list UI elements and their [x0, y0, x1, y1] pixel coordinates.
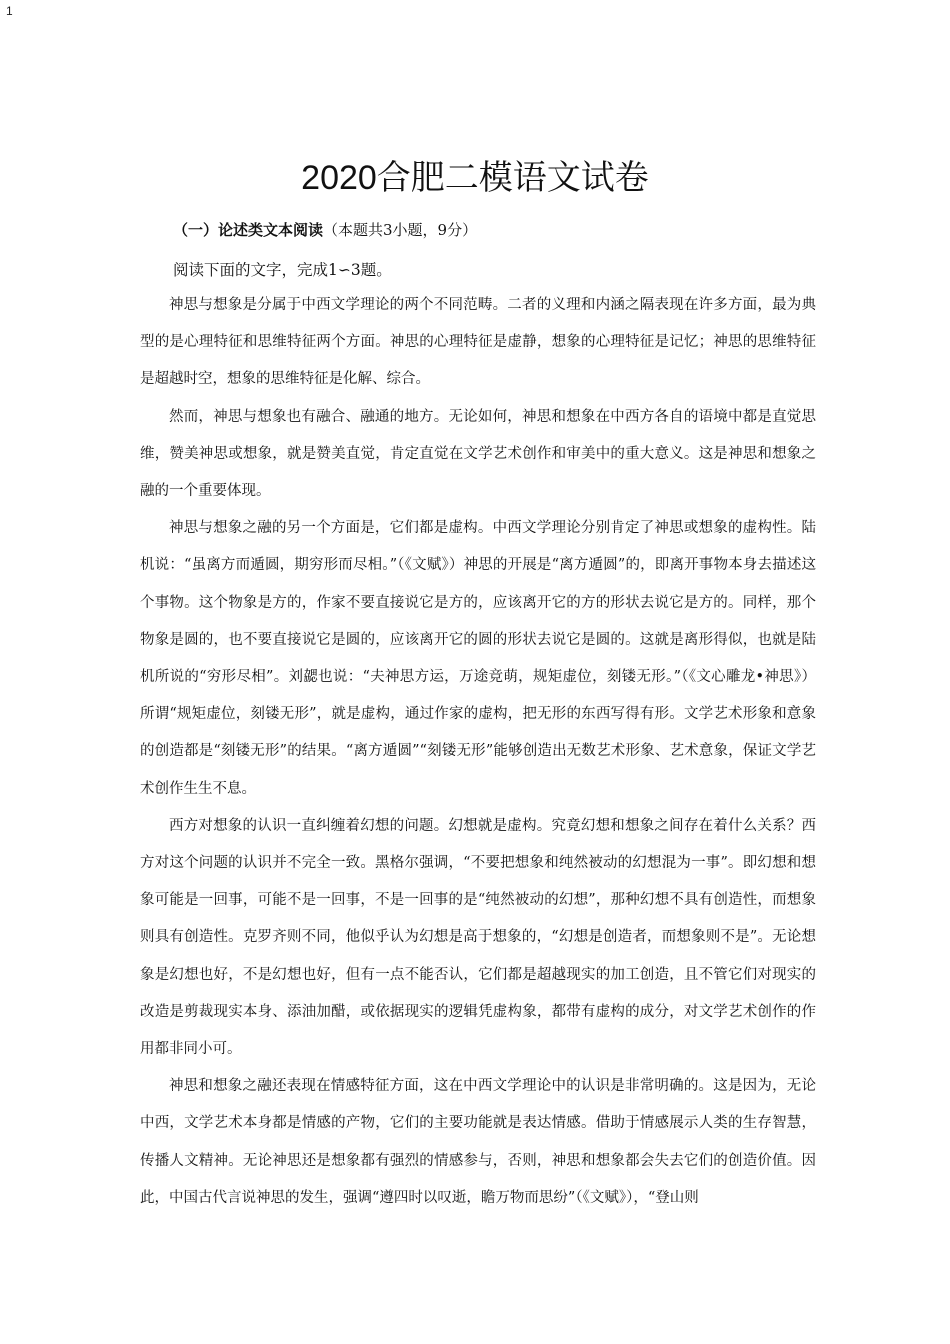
page-number: 1 [6, 4, 13, 18]
section-note: （本题共3小题，9分） [323, 221, 478, 239]
paragraph: 神思与想象之融的另一个方面是，它们都是虚构。中西文学理论分别肯定了神思或想象的虚构性。陆机说：“虽离方而遁圆，期穷形而尽相。”（《文赋》）神思的开展是“离方遁圆”的，即离开事物本身去描述这个事物。这个物象是方的，作家不要直接说它是方的，应该离开它的方的形状去说它是方的。同样，那个物象是圆的，也不要直接说它是圆的，应该离开它的圆的形状去说它是圆的。这就是离形得似，也就是陆机所说的“穷形尽相”。刘勰也说：“夫神思方运，万途竞萌，规矩虚位，刻镂无形。”（《文心雕龙•神思》）所谓“规矩虚位，刻镂无形”，就是虚构，通过作家的虚构，把无形的东西写得有形。文学艺术形象和意象的创造都是“刻镂无形”的结果。“离方遁圆”“刻镂无形”能够创造出无数艺术形象、艺术意象，保证文学艺术创作生生不息。 [140, 520, 816, 797]
paragraph: 然而，神思与想象也有融合、融通的地方。无论如何，神思和想象在中西方各自的语境中都是直觉思维，赞美神思或想象，就是赞美直觉，肯定直觉在文学艺术创作和审美中的重大意义。这是神思和想象之融的一个重要体现。 [140, 408, 816, 500]
passage-body [140, 287, 816, 1217]
paragraph: 西方对想象的认识一直纠缠着幻想的问题。幻想就是虚构。究竟幻想和想象之间存在着什么关系？西方对这个问题的认识并不完全一致。黑格尔强调，“不要把想象和纯然被动的幻想混为一事”。即幻想和想象可能是一回事，可能不是一回事，不是一回事的是“纯然被动的幻想”，那种幻想不具有创造性，而想象则具有创造性。克罗齐则不同，他似乎认为幻想是高于想象的，“幻想是创造者，而想象则不是”。无论想象是幻想也好，不是幻想也好，但有一点不能否认，它们都是超越现实的加工创造，且不管它们对现实的改造是剪裁现实本身、添油加醋，或依据现实的逻辑凭虚构象，都带有虚构的成分，对文学艺术创作的作用都非同小可。 [140, 817, 816, 1058]
paragraph: 神思和想象之融还表现在情感特征方面，这在中西文学理论中的认识是非常明确的。这是因为，无论中西，文学艺术本身都是情感的产物，它们的主要功能就是表达情感。借助于情感展示人类的生存智慧，传播人文精神。无论神思还是想象都有强烈的情感参与，否则，神思和想象都会失去它们的创造价值。因此，中国古代言说神思的发生，强调“遵四时以叹逝，瞻万物而思纷”（《文赋》），“登山则 [140, 1078, 816, 1206]
section-label: （一）论述类文本阅读 [173, 221, 324, 239]
document-title: 2020合肥二模语文试卷 [301, 159, 649, 197]
section-heading [173, 219, 477, 240]
reading-instruction: 阅读下面的文字，完成1∽3题。 [173, 261, 392, 279]
paragraph: 神思与想象是分属于中西文学理论的两个不同范畴。二者的义理和内涵之隔表现在许多方面，最为典型的是心理特征和思维特征两个方面。神思的心理特征是虚静，想象的心理特征是记忆；神思的思维特征是超越时空，想象的思维特征是化解、综合。 [140, 297, 816, 388]
